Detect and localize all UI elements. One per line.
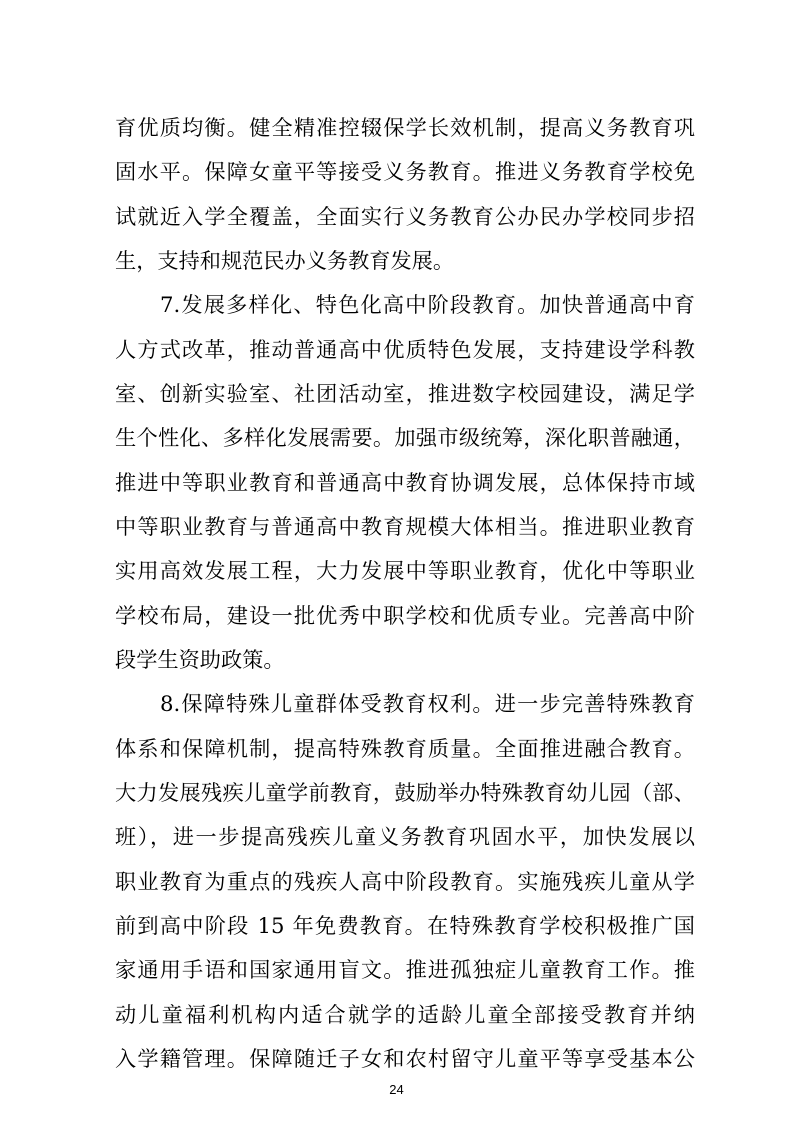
text-line: 入学籍管理。保障随迁子女和农村留守儿童平等享受基本公 (115, 1046, 695, 1071)
text-line: 班），进一步提高残疾儿童义务教育巩固水平，加快发展以 (115, 824, 695, 849)
text-line: 体系和保障机制，提高特殊教育质量。全面推进融合教育。 (115, 736, 695, 761)
text-line: 动儿童福利机构内适合就学的适龄儿童全部接受教育并纳 (115, 1002, 695, 1027)
text-line: 职业教育为重点的残疾人高中阶段教育。实施残疾儿童从学 (115, 869, 695, 894)
text-line: 大力发展残疾儿童学前教育，鼓励举办特殊教育幼儿园（部、 (115, 780, 695, 805)
text-line: 实用高效发展工程，大力发展中等职业教育，优化中等职业 (115, 558, 695, 583)
text-line: 试就近入学全覆盖，全面实行义务教育公办民办学校同步招 (115, 204, 695, 229)
page-number: 24 (389, 1082, 404, 1097)
text-line: 生，支持和规范民办义务教育发展。 (115, 248, 455, 273)
text-line: 固水平。保障女童平等接受义务教育。推进义务教育学校免 (115, 159, 695, 184)
text-line: 室、创新实验室、社团活动室，推进数字校园建设，满足学 (115, 381, 695, 406)
text-line: 育优质均衡。健全精准控辍保学长效机制，提高义务教育巩 (115, 115, 695, 140)
text-line: 家通用手语和国家通用盲文。推进孤独症儿童教育工作。推 (115, 957, 695, 982)
text-line: 生个性化、多样化发展需要。加强市级统筹，深化职普融通， (115, 425, 695, 450)
text-line: 段学生资助政策。 (115, 647, 285, 672)
paragraph-heading-8: 8.保障特殊儿童群体受教育权利。进一步完善特殊教育 (160, 691, 695, 716)
text-line: 前到高中阶段 15 年免费教育。在特殊教育学校积极推广国 (115, 913, 695, 938)
text-line: 中等职业教育与普通高中教育规模大体相当。推进职业教育 (115, 514, 695, 539)
text-line: 推进中等职业教育和普通高中教育协调发展，总体保持市域 (115, 470, 695, 495)
text-line: 人方式改革，推动普通高中优质特色发展，支持建设学科教 (115, 337, 695, 362)
text-line: 学校布局，建设一批优秀中职学校和优质专业。完善高中阶 (115, 603, 695, 628)
paragraph-heading-7: 7.发展多样化、特色化高中阶段教育。加快普通高中育 (160, 292, 695, 317)
